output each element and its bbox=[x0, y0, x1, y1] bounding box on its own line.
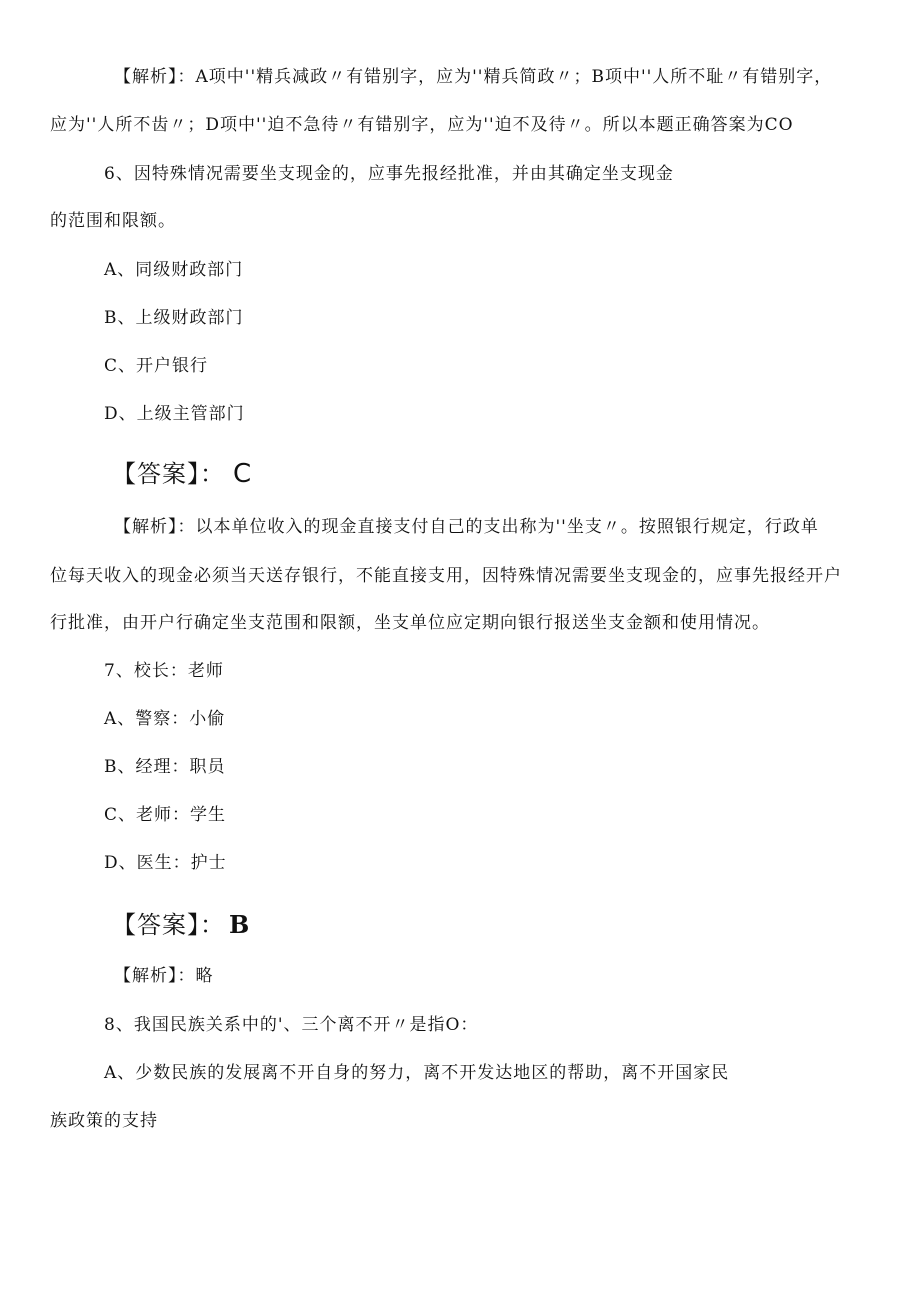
q7-answer-value: B bbox=[229, 910, 251, 939]
q7-option-c: C、老师：学生 bbox=[104, 805, 227, 825]
q6-answer-value: C bbox=[233, 459, 253, 489]
q6-stem-line-2: 的范围和限额。 bbox=[50, 211, 176, 231]
q8-option-a-line-1: A、少数民族的发展离不开自身的努力，离不开发达地区的帮助，离不开国家民 bbox=[104, 1063, 730, 1083]
q6-answer bbox=[112, 454, 252, 489]
q7-option-b: B、经理：职员 bbox=[104, 757, 226, 777]
q6-analysis-line-2: 位每天收入的现金必须当天送存银行，不能直接支用，因特殊情况需要坐支现金的，应事先报经开户 bbox=[50, 566, 842, 586]
q6-stem-line-1: 6、因特殊情况需要坐支现金的，应事先报经批准，并由其确定坐支现金 bbox=[104, 164, 674, 184]
q7-answer-label: 【答案】： bbox=[112, 911, 225, 939]
q6-answer-label: 【答案】： bbox=[112, 460, 225, 488]
q7-stem: 7、校长：老师 bbox=[104, 661, 224, 681]
q6-analysis-line-3: 行批准，由开户行确定坐支范围和限额，坐支单位应定期向银行报送坐支金额和使用情况。 bbox=[50, 613, 770, 633]
q7-analysis: 【解析】：略 bbox=[114, 966, 214, 986]
q5-analysis-line-1: 【解析】：A项中''精兵减政〃有错别字，应为''精兵简政〃；B项中''人所不耻〃有错别字， bbox=[114, 67, 833, 87]
q6-option-a: A、同级财政部门 bbox=[104, 260, 244, 280]
q7-option-a: A、警察：小偷 bbox=[104, 709, 226, 729]
q8-option-a-line-2: 族政策的支持 bbox=[50, 1111, 158, 1131]
q5-analysis-line-2: 应为''人所不齿〃；D项中''迫不急待〃有错别字，应为''迫不及待〃。所以本题正确答案为CO bbox=[50, 115, 794, 135]
q7-answer bbox=[112, 905, 250, 940]
q6-option-b: B、上级财政部门 bbox=[104, 308, 244, 328]
q8-stem: 8、我国民族关系中的'、三个离不开〃是指O： bbox=[104, 1015, 479, 1035]
q6-analysis-line-1: 【解析】：以本单位收入的现金直接支付自己的支出称为''坐支〃。按照银行规定，行政单 bbox=[114, 517, 819, 537]
q6-option-d: D、上级主管部门 bbox=[104, 404, 245, 424]
q6-option-c: C、开户银行 bbox=[104, 356, 209, 376]
q7-option-d: D、医生：护士 bbox=[104, 853, 227, 873]
